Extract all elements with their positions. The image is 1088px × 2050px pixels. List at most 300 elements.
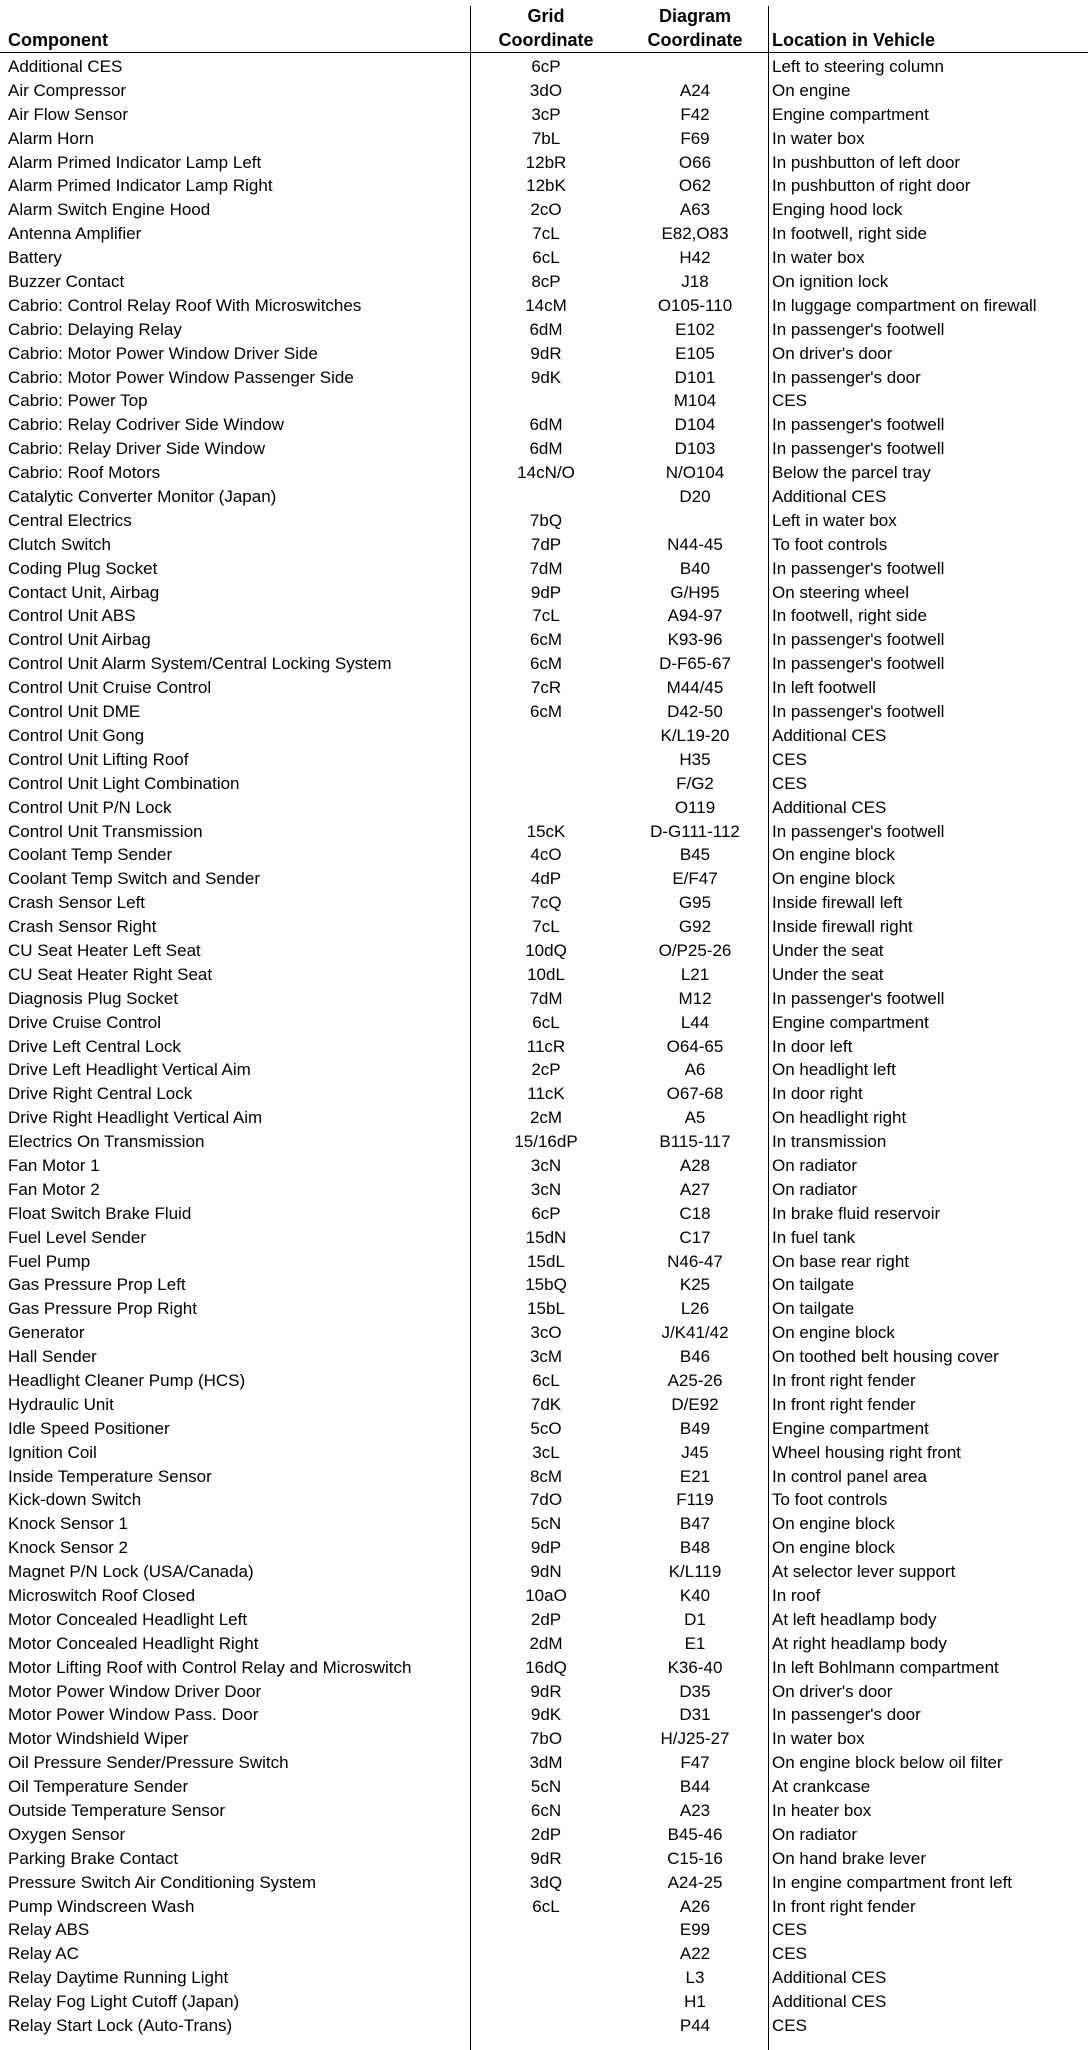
table-row: [0, 963, 1088, 987]
diagram-coordinate-cell: O119: [674, 797, 716, 817]
location-cell: Additional CES: [772, 1968, 887, 1988]
diagram-coordinate-cell: H42: [679, 248, 711, 268]
component-cell: Drive Left Central Lock: [8, 1036, 181, 1056]
table-row: [0, 246, 1088, 270]
location-cell: In front right fender: [772, 1394, 916, 1414]
diagram-coordinate-cell: A25-26: [667, 1370, 723, 1390]
component-cell: Drive Cruise Control: [8, 1012, 162, 1032]
location-cell: In control panel area: [772, 1466, 927, 1486]
table-row: [0, 222, 1088, 246]
location-cell: On engine block below oil filter: [772, 1753, 1003, 1773]
table-row: [0, 389, 1088, 413]
table-row: [0, 843, 1088, 867]
component-cell: Alarm Primed Indicator Lamp Right: [8, 176, 273, 196]
grid-coordinate-cell: 15dL: [527, 1251, 565, 1271]
component-cell: Control Unit Airbag: [8, 630, 151, 650]
table-row: [0, 509, 1088, 533]
diagram-coordinate-cell: M12: [678, 988, 712, 1008]
location-cell: In passenger's door: [772, 1705, 921, 1725]
location-cell: In luggage compartment on firewall: [772, 295, 1037, 315]
grid-coordinate-cell: 3dQ: [529, 1872, 563, 1892]
grid-coordinate-cell: 6cM: [529, 702, 563, 722]
table-row: [0, 1345, 1088, 1369]
location-cell: In front right fender: [772, 1370, 916, 1390]
location-cell: In passenger's footwell: [772, 821, 945, 841]
location-cell: CES: [772, 2016, 807, 2036]
location-cell: On tailgate: [772, 1275, 855, 1295]
grid-coordinate-cell: 7bL: [531, 128, 561, 148]
diagram-coordinate-cell: B44: [679, 1777, 711, 1797]
component-cell: Cabrio: Motor Power Window Passenger Side: [8, 367, 354, 387]
component-cell: Cabrio: Control Relay Roof With Microswitches: [8, 295, 362, 315]
component-cell: Control Unit DME: [8, 702, 141, 722]
diagram-coordinate-cell: D/E92: [671, 1394, 719, 1414]
location-cell: On engine: [772, 80, 851, 100]
component-cell: Float Switch Brake Fluid: [8, 1203, 192, 1223]
location-cell: In pushbutton of right door: [772, 176, 971, 196]
header-rule: [0, 52, 1088, 53]
grid-coordinate-cell: 9dR: [530, 1681, 562, 1701]
grid-coordinate-cell: 7dP: [530, 534, 562, 554]
location-cell: Additional CES: [772, 487, 887, 507]
location-cell: Additional CES: [772, 725, 887, 745]
grid-coordinate-cell: 10dQ: [525, 940, 567, 960]
table-body: [0, 55, 1088, 2038]
component-cell: Drive Right Central Lock: [8, 1084, 193, 1104]
table-row: [0, 1130, 1088, 1154]
diagram-coordinate-cell: B45: [679, 845, 711, 865]
grid-coordinate-cell: 9dR: [530, 1848, 562, 1868]
location-cell: On toothed belt housing cover: [772, 1347, 999, 1367]
component-cell: Fuel Pump: [8, 1251, 91, 1271]
grid-coordinate-cell: 10aO: [525, 1586, 567, 1605]
header-component: Component: [8, 30, 108, 50]
grid-coordinate-cell: 9dK: [530, 367, 562, 387]
location-cell: On engine block: [772, 1323, 895, 1343]
grid-coordinate-cell: 2cO: [530, 200, 562, 220]
diagram-coordinate-cell: N/O104: [665, 463, 725, 483]
component-cell: Generator: [8, 1323, 85, 1343]
location-cell: To foot controls: [772, 534, 888, 554]
diagram-coordinate-cell: O62: [678, 176, 712, 196]
grid-coordinate-cell: 7bO: [529, 1729, 563, 1749]
diagram-coordinate-cell: K40: [679, 1586, 711, 1605]
diagram-coordinate-cell: D42-50: [667, 702, 723, 722]
diagram-coordinate-cell: F47: [680, 1753, 710, 1773]
component-cell: Drive Right Headlight Vertical Aim: [8, 1108, 263, 1128]
component-cell: Diagnosis Plug Socket: [8, 988, 179, 1008]
component-cell: Contact Unit, Airbag: [8, 582, 160, 602]
location-cell: On headlight right: [772, 1108, 907, 1128]
table-row: [0, 1202, 1088, 1226]
grid-coordinate-cell: 7bQ: [529, 510, 563, 530]
location-cell: In water box: [772, 248, 865, 268]
table-row: [0, 1990, 1088, 2014]
location-cell: On ignition lock: [772, 272, 889, 292]
component-cell: Fuel Level Sender: [8, 1227, 146, 1247]
location-cell: On tailgate: [772, 1299, 855, 1319]
table-row: [0, 1321, 1088, 1345]
grid-coordinate-cell: 2cP: [531, 1060, 561, 1080]
table-row: [0, 1441, 1088, 1465]
component-cell: Kick-down Switch: [8, 1490, 142, 1510]
location-cell: In door left: [772, 1036, 853, 1056]
table-row: [0, 1632, 1088, 1656]
grid-coordinate-cell: 9dR: [530, 343, 562, 363]
table-row: [0, 700, 1088, 724]
grid-coordinate-cell: 3dO: [529, 80, 563, 100]
location-cell: CES: [772, 749, 807, 769]
table-row: [0, 1584, 1088, 1608]
table-row: [0, 915, 1088, 939]
diagram-coordinate-cell: L26: [680, 1299, 710, 1319]
table-row: [0, 437, 1088, 461]
diagram-coordinate-cell: E82,O83: [661, 224, 729, 244]
grid-coordinate-cell: 15cK: [526, 821, 566, 841]
diagram-coordinate-cell: H35: [679, 749, 711, 769]
diagram-coordinate-cell: D-F65-67: [659, 654, 731, 674]
table-row: [0, 270, 1088, 294]
location-cell: CES: [772, 773, 807, 793]
component-cell: Drive Left Headlight Vertical Aim: [8, 1060, 251, 1080]
component-cell: Control Unit Cruise Control: [8, 678, 212, 698]
location-cell: CES: [772, 1944, 807, 1964]
location-cell: In water box: [772, 128, 865, 148]
component-cell: Motor Lifting Roof with Control Relay and Microswitch: [8, 1657, 412, 1677]
grid-coordinate-cell: 8cP: [531, 272, 561, 292]
table-row: [0, 533, 1088, 557]
table-row: [0, 1918, 1088, 1942]
location-cell: On driver's door: [772, 1681, 893, 1701]
location-cell: In heater box: [772, 1801, 872, 1821]
component-cell: CU Seat Heater Right Seat: [8, 964, 213, 984]
table-row: [0, 79, 1088, 103]
component-cell: Parking Brake Contact: [8, 1848, 179, 1868]
component-cell: Fan Motor 2: [8, 1179, 100, 1199]
diagram-coordinate-cell: K/L119: [668, 1562, 722, 1582]
component-cell: Oil Temperature Sender: [8, 1777, 189, 1797]
grid-coordinate-cell: 7cL: [532, 917, 560, 937]
diagram-coordinate-cell: F69: [680, 128, 710, 148]
location-cell: Engine compartment: [772, 104, 929, 124]
table-row: [0, 1011, 1088, 1035]
location-cell: In door right: [772, 1084, 863, 1104]
component-cell: Relay ABS: [8, 1920, 90, 1940]
grid-coordinate-cell: 7dO: [529, 1490, 563, 1510]
grid-coordinate-cell: 2dM: [529, 1633, 563, 1653]
component-cell: Motor Power Window Pass. Door: [8, 1705, 259, 1725]
diagram-coordinate-cell: C17: [679, 1227, 711, 1247]
component-cell: Microswitch Roof Closed: [8, 1586, 196, 1605]
component-cell: Ignition Coil: [8, 1442, 97, 1462]
diagram-coordinate-cell: G92: [678, 917, 712, 937]
component-cell: Battery: [8, 248, 62, 268]
location-cell: In front right fender: [772, 1896, 916, 1916]
grid-coordinate-cell: 8cM: [529, 1466, 563, 1486]
table-row: [0, 1823, 1088, 1847]
location-cell: In footwell, right side: [772, 606, 927, 626]
component-cell: Magnet P/N Lock (USA/Canada): [8, 1562, 254, 1582]
location-cell: On base rear right: [772, 1251, 910, 1271]
grid-coordinate-cell: 6cL: [532, 1012, 560, 1032]
component-cell: Air Compressor: [8, 80, 127, 100]
grid-coordinate-cell: 10dL: [527, 964, 565, 984]
component-cell: Motor Power Window Driver Door: [8, 1681, 262, 1701]
grid-coordinate-cell: 2dP: [530, 1609, 562, 1629]
diagram-coordinate-cell: D101: [674, 367, 716, 387]
diagram-coordinate-cell: O66: [678, 152, 712, 172]
diagram-coordinate-cell: G95: [678, 893, 712, 913]
component-cell: Relay Daytime Running Light: [8, 1968, 229, 1988]
location-cell: At crankcase: [772, 1777, 871, 1797]
grid-coordinate-cell: 9dP: [530, 582, 562, 602]
location-cell: In passenger's footwell: [772, 630, 945, 650]
grid-coordinate-cell: 6dM: [529, 439, 563, 459]
location-cell: On engine block: [772, 869, 895, 889]
grid-coordinate-cell: 15bL: [527, 1299, 565, 1319]
diagram-coordinate-cell: A24-25: [667, 1872, 723, 1892]
grid-coordinate-cell: 4dP: [530, 869, 562, 889]
grid-coordinate-cell: 9dN: [530, 1562, 562, 1582]
grid-coordinate-cell: 3cN: [530, 1155, 562, 1175]
diagram-coordinate-cell: N46-47: [667, 1251, 723, 1271]
component-cell: Crash Sensor Left: [8, 893, 146, 913]
component-cell: Oil Pressure Sender/Pressure Switch: [8, 1753, 289, 1773]
location-cell: In passenger's footwell: [772, 702, 945, 722]
table-row: [0, 604, 1088, 628]
grid-coordinate-cell: 6dM: [529, 415, 563, 435]
location-cell: At selector lever support: [772, 1562, 956, 1582]
diagram-coordinate-cell: E105: [675, 343, 715, 363]
diagram-coordinate-cell: P44: [679, 2016, 711, 2036]
component-cell: Knock Sensor 1: [8, 1514, 129, 1534]
table-row: [0, 724, 1088, 748]
table-row: [0, 1703, 1088, 1727]
component-cell: CU Seat Heater Left Seat: [8, 940, 201, 960]
component-cell: Antenna Amplifier: [8, 224, 142, 244]
table-row: [0, 1154, 1088, 1178]
component-cell: Alarm Primed Indicator Lamp Left: [8, 152, 262, 172]
location-cell: On headlight left: [772, 1060, 896, 1080]
component-cell: Control Unit P/N Lock: [8, 797, 172, 817]
table-row: [0, 581, 1088, 605]
grid-coordinate-cell: 3cO: [530, 1323, 562, 1343]
grid-coordinate-cell: 11cK: [527, 1084, 565, 1104]
diagram-coordinate-cell: B48: [679, 1538, 711, 1558]
grid-coordinate-cell: 6cL: [532, 248, 560, 268]
table-row: [0, 1512, 1088, 1536]
diagram-coordinate-cell: B49: [679, 1418, 711, 1438]
component-cell: Relay AC: [8, 1944, 79, 1964]
location-cell: Wheel housing right front: [772, 1442, 961, 1462]
table-row: [0, 1393, 1088, 1417]
table-row: [0, 1966, 1088, 1990]
location-cell: Engine compartment: [772, 1012, 929, 1032]
location-cell: In fuel tank: [772, 1227, 856, 1247]
grid-coordinate-cell: 6cM: [529, 654, 563, 674]
component-cell: Alarm Horn: [8, 128, 94, 148]
diagram-coordinate-cell: B40: [679, 558, 711, 578]
location-cell: In roof: [772, 1586, 821, 1605]
grid-coordinate-cell: 12bK: [526, 176, 566, 196]
table-row: [0, 1250, 1088, 1274]
location-cell: On radiator: [772, 1179, 858, 1199]
table-row: [0, 772, 1088, 796]
header-grid-line1: Grid: [527, 6, 565, 26]
diagram-coordinate-cell: D31: [679, 1705, 711, 1725]
diagram-coordinate-cell: H/J25-27: [660, 1729, 730, 1749]
component-cell: Control Unit Transmission: [8, 821, 203, 841]
grid-coordinate-cell: 7cQ: [530, 893, 562, 913]
table-row: [0, 1465, 1088, 1489]
component-cell: Coolant Temp Sender: [8, 845, 173, 865]
diagram-coordinate-cell: O64-65: [666, 1036, 724, 1056]
diagram-coordinate-cell: K25: [679, 1275, 711, 1295]
location-cell: CES: [772, 1920, 807, 1940]
diagram-coordinate-cell: H1: [684, 1992, 706, 2012]
location-cell: Enging hood lock: [772, 200, 903, 220]
table-row: [0, 127, 1088, 151]
diagram-coordinate-cell: F119: [676, 1490, 714, 1510]
grid-coordinate-cell: 4cO: [530, 845, 562, 865]
location-cell: On radiator: [772, 1155, 858, 1175]
table-row: [0, 676, 1088, 700]
table-row: [0, 1536, 1088, 1560]
component-cell: Oxygen Sensor: [8, 1824, 126, 1844]
table-row: [0, 939, 1088, 963]
diagram-coordinate-cell: D1: [684, 1609, 706, 1629]
component-cell: Control Unit Alarm System/Central Locking System: [8, 654, 392, 674]
diagram-coordinate-cell: B46: [679, 1347, 711, 1367]
location-cell: Additional CES: [772, 797, 887, 817]
table-row: [0, 1106, 1088, 1130]
table-row: [0, 485, 1088, 509]
grid-coordinate-cell: 16dQ: [525, 1657, 567, 1677]
diagram-coordinate-cell: A24: [679, 80, 711, 100]
table-row: [0, 318, 1088, 342]
grid-coordinate-cell: 9dK: [530, 1705, 562, 1725]
table-row: [0, 1226, 1088, 1250]
component-cell: Crash Sensor Right: [8, 917, 157, 937]
diagram-coordinate-cell: B115-117: [659, 1132, 731, 1152]
diagram-coordinate-cell: J45: [681, 1442, 709, 1462]
location-cell: In passenger's footwell: [772, 415, 945, 435]
location-cell: In footwell, right side: [772, 224, 927, 244]
component-cell: Cabrio: Motor Power Window Driver Side: [8, 343, 318, 363]
location-cell: On steering wheel: [772, 582, 910, 602]
component-cell: Hydraulic Unit: [8, 1394, 114, 1414]
component-cell: Motor Concealed Headlight Left: [8, 1609, 248, 1629]
diagram-coordinate-cell: A22: [679, 1944, 711, 1964]
component-cell: Buzzer Contact: [8, 272, 125, 292]
grid-coordinate-cell: 3cN: [530, 1179, 562, 1199]
diagram-coordinate-cell: F/G2: [676, 773, 714, 793]
table-row: [0, 1799, 1088, 1823]
component-cell: Coolant Temp Switch and Sender: [8, 869, 261, 889]
grid-coordinate-cell: 6dM: [529, 319, 563, 339]
diagram-coordinate-cell: L21: [680, 964, 710, 984]
grid-coordinate-cell: 6cM: [529, 630, 563, 650]
component-cell: Hall Sender: [8, 1347, 97, 1367]
location-cell: At left headlamp body: [772, 1609, 937, 1629]
component-cell: Control Unit ABS: [8, 606, 136, 626]
diagram-coordinate-cell: A28: [679, 1155, 711, 1175]
table-row: [0, 198, 1088, 222]
header-diagram-line2: Coordinate: [647, 30, 743, 50]
component-cell: Control Unit Lifting Roof: [8, 749, 189, 769]
grid-coordinate-cell: 6cL: [532, 1896, 560, 1916]
table-row: [0, 1369, 1088, 1393]
grid-coordinate-cell: 7cR: [530, 678, 562, 698]
grid-coordinate-cell: 7cL: [532, 606, 560, 626]
table-row: [0, 987, 1088, 1011]
table-row: [0, 796, 1088, 820]
table-row: [0, 366, 1088, 390]
component-cell: Relay Fog Light Cutoff (Japan): [8, 1992, 240, 2012]
component-cell: Cabrio: Power Top: [8, 391, 148, 411]
table-row: [0, 294, 1088, 318]
component-cell: Cabrio: Delaying Relay: [8, 319, 182, 339]
table-row: [0, 1488, 1088, 1512]
table-row: [0, 461, 1088, 485]
table-row: [0, 1871, 1088, 1895]
component-cell: Pressure Switch Air Conditioning System: [8, 1872, 317, 1892]
diagram-coordinate-cell: A6: [684, 1060, 706, 1080]
table-row: [0, 1608, 1088, 1632]
table-row: [0, 1727, 1088, 1751]
table-row: [0, 1297, 1088, 1321]
grid-coordinate-cell: 6cL: [532, 1370, 560, 1390]
location-cell: Under the seat: [772, 964, 884, 984]
diagram-coordinate-cell: A94-97: [667, 606, 723, 626]
location-cell: On radiator: [772, 1824, 858, 1844]
diagram-coordinate-cell: J18: [681, 272, 709, 292]
location-cell: In brake fluid reservoir: [772, 1203, 941, 1223]
grid-coordinate-cell: 5cN: [530, 1514, 562, 1534]
grid-coordinate-cell: 5cN: [530, 1777, 562, 1797]
diagram-coordinate-cell: O/P25-26: [658, 940, 732, 960]
diagram-coordinate-cell: A5: [684, 1108, 706, 1128]
grid-coordinate-cell: 6cP: [531, 57, 561, 76]
grid-coordinate-cell: 3cP: [531, 104, 561, 124]
diagram-coordinate-cell: B47: [679, 1514, 711, 1534]
location-cell: On engine block: [772, 1514, 895, 1534]
table-row: [0, 1560, 1088, 1584]
component-cell: Outside Temperature Sensor: [8, 1801, 226, 1821]
diagram-coordinate-cell: D35: [679, 1681, 711, 1701]
grid-coordinate-cell: 7dM: [529, 988, 563, 1008]
diagram-coordinate-cell: M44/45: [666, 678, 724, 698]
location-cell: Left to steering column: [772, 57, 944, 76]
table-row: [0, 891, 1088, 915]
diagram-coordinate-cell: K93-96: [667, 630, 723, 650]
grid-coordinate-cell: 15dN: [525, 1227, 567, 1247]
diagram-coordinate-cell: D20: [679, 487, 711, 507]
diagram-coordinate-cell: K36-40: [667, 1657, 723, 1677]
component-cell: Additional CES: [8, 57, 123, 76]
component-cell: Gas Pressure Prop Right: [8, 1299, 197, 1319]
location-cell: In pushbutton of left door: [772, 152, 961, 172]
diagram-coordinate-cell: L44: [680, 1012, 710, 1032]
table-row: [0, 652, 1088, 676]
location-cell: Under the seat: [772, 940, 884, 960]
table-row: [0, 1656, 1088, 1680]
diagram-coordinate-cell: O105-110: [657, 295, 733, 315]
location-cell: In passenger's footwell: [772, 558, 945, 578]
table-row: [0, 1273, 1088, 1297]
table-row: [0, 174, 1088, 198]
diagram-coordinate-cell: E1: [684, 1633, 706, 1653]
